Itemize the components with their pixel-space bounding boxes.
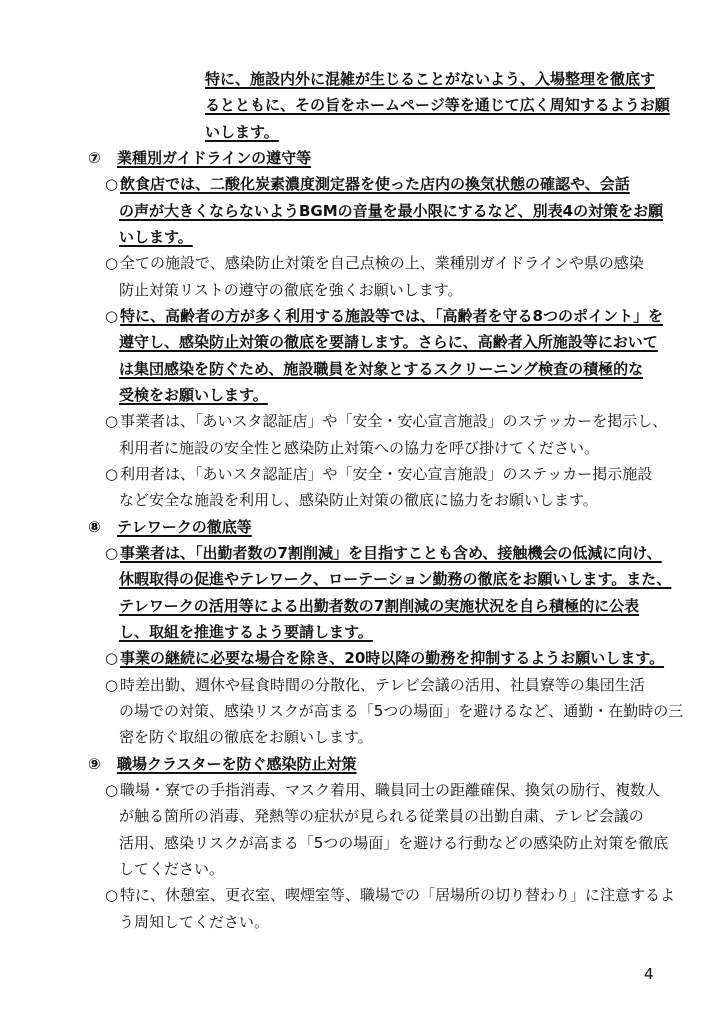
text-line: [105, 461, 724, 487]
item-text-line: 職場・寮での手指消毒、マスク着用、職員同士の距離確保、換気の励行、複数人: [120, 780, 661, 799]
text-line: [105, 856, 724, 882]
text-line: [105, 619, 724, 645]
text-line: [105, 198, 724, 224]
item-text-line: 密を防ぐ取組の徹底をお願いします。: [119, 728, 373, 747]
item-text-line: してください。: [119, 859, 225, 878]
text-line: [105, 882, 724, 908]
item-text-line: 特に、休憩室、更衣室、喫煙室等、職場での「居場所の切り替わり」に注意するよ: [120, 886, 676, 905]
text-line: [105, 408, 724, 434]
text-line: [105, 672, 724, 698]
text-line: [105, 830, 724, 856]
text-line: [105, 645, 724, 671]
list-item: [0, 540, 724, 645]
intro-text-line: るとともに、その旨をホームページ等を通じて広く周知するようお願: [205, 96, 670, 115]
item-text-line: の場での対策、感染リスクが高まる「5つの場面」を避けるなど、通勤・在勤時の三: [119, 701, 684, 720]
bullet-marker: ○: [105, 780, 119, 799]
item-text-line: 防止対策リストの遵守の徹底を強くお願いします。: [119, 280, 463, 299]
item-text-line: 利用者は、「あいスタ認証店」や「安全・安心宣言施設」のステッカー掲示施設: [120, 464, 653, 483]
text-line: [105, 382, 724, 408]
text-line: [105, 171, 724, 197]
list-item: [0, 777, 724, 882]
list-item: [0, 250, 724, 303]
item-text-line: の声が大きくならないようBGMの音量を最小限にするなど、別表4の対策をお願: [119, 201, 664, 220]
section-heading: [0, 514, 724, 540]
item-text-line: し、取組を推進するよう要請します。: [119, 622, 373, 641]
intro-text-line: いします。: [205, 122, 279, 141]
section-1: [0, 514, 724, 751]
list-item: [0, 408, 724, 461]
item-text-line: は集団感染を防ぐため、施設職員を対象とするスクリーニング検査の積極的な: [119, 359, 644, 378]
text-line: [105, 540, 724, 566]
bullet-marker: ○: [105, 175, 119, 194]
section-number: ⑧: [88, 517, 101, 536]
bullet-marker: ○: [105, 254, 119, 273]
item-text-line: テレワークの活用等による出勤者数の7割削減の実施状況を自ら積極的に公表: [119, 596, 640, 615]
bullet-marker: ○: [105, 543, 119, 562]
item-text-line: 時差出勤、週休や昼食時間の分散化、テレビ会議の活用、社員寮等の集団生活: [120, 675, 645, 694]
text-line: [105, 777, 724, 803]
page-number: 4: [644, 965, 654, 983]
text-line: [105, 724, 724, 750]
bullet-marker: ○: [105, 675, 119, 694]
list-item: [0, 303, 724, 408]
section-heading: [0, 145, 724, 171]
text-line: [105, 356, 724, 382]
text-line: [205, 119, 724, 145]
section-0: [0, 145, 724, 514]
item-text-line: いします。: [119, 227, 193, 246]
item-text-line: 事業の継続に必要な場合を除き、20時以降の勤務を抑制するようお願いします。: [120, 649, 665, 668]
text-line: [105, 250, 724, 276]
item-text-line: 受検をお願いします。: [119, 385, 268, 404]
item-text-line: など安全な施設を利用し、感染防止対策の徹底に協力をお願いします。: [119, 491, 598, 510]
bullet-marker: ○: [105, 649, 119, 668]
item-text-line: 飲食店では、二酸化炭素濃度測定器を使った店内の換気状態の確認や、会話: [120, 175, 630, 194]
text-line: [105, 435, 724, 461]
text-line: [105, 566, 724, 592]
list-item: [0, 461, 724, 514]
intro-paragraph: [0, 66, 724, 145]
item-text-line: 事業者は、「出勤者数の7割削減」を目指すことも含め、接触機会の低減に向け、: [120, 543, 662, 562]
item-text-line: う周知してください。: [119, 912, 270, 931]
item-text-line: 特に、高齢者の方が多く利用する施設等では、「高齢者を守る8つのポイント」を: [120, 306, 663, 325]
intro-text-line: 特に、施設内外に混雑が生じることがないよう、入場整理を徹底す: [205, 70, 656, 88]
item-text-line: 休暇取得の促進やテレワーク、ローテーション勤務の徹底をお願いします。また、: [119, 570, 672, 589]
text-line: [205, 66, 724, 92]
section-heading: [0, 751, 724, 777]
text-line: [105, 224, 724, 250]
section-title: 業種別ガイドラインの遵守等: [117, 148, 312, 167]
list-item: [0, 645, 724, 671]
item-text-line: 全ての施設で、感染防止対策を自己点検の上、業種別ガイドラインや県の感染: [120, 254, 644, 273]
bullet-marker: ○: [105, 306, 119, 325]
text-line: [105, 803, 724, 829]
bullet-marker: ○: [105, 886, 119, 905]
section-2: [0, 751, 724, 935]
section-number: ⑦: [88, 148, 101, 167]
item-text-line: 遵守し、感染防止対策の徹底を要請します。さらに、高齢者入所施設等において: [119, 333, 658, 352]
bullet-marker: ○: [105, 412, 119, 431]
item-text-line: が触る箇所の消毒、発熱等の症状が見られる従業員の出勤自粛、テレビ会議の: [119, 807, 644, 826]
section-title: テレワークの徹底等: [117, 517, 252, 536]
text-line: [105, 277, 724, 303]
text-line: [105, 698, 724, 724]
list-item: [0, 882, 724, 935]
item-text-line: 活用、感染リスクが高まる「5つの場面」を避ける行動などの感染防止対策を徹底: [119, 833, 669, 852]
section-title: 職場クラスターを防ぐ感染防止対策: [117, 754, 357, 773]
text-line: [105, 487, 724, 513]
item-text-line: 利用者に施設の安全性と感染防止対策への協力を呼び掛けてください。: [119, 438, 600, 457]
item-text-line: 事業者は、「あいスタ認証店」や「安全・安心宣言施設」のステッカーを掲示し、: [120, 412, 668, 431]
text-line: [105, 593, 724, 619]
list-item: [0, 171, 724, 250]
document-body: [0, 66, 724, 935]
text-line: [105, 909, 724, 935]
text-line: [105, 303, 724, 329]
text-line: [105, 329, 724, 355]
list-item: [0, 672, 724, 751]
text-line: [205, 92, 724, 118]
section-number: ⑨: [88, 754, 101, 773]
bullet-marker: ○: [105, 464, 119, 483]
